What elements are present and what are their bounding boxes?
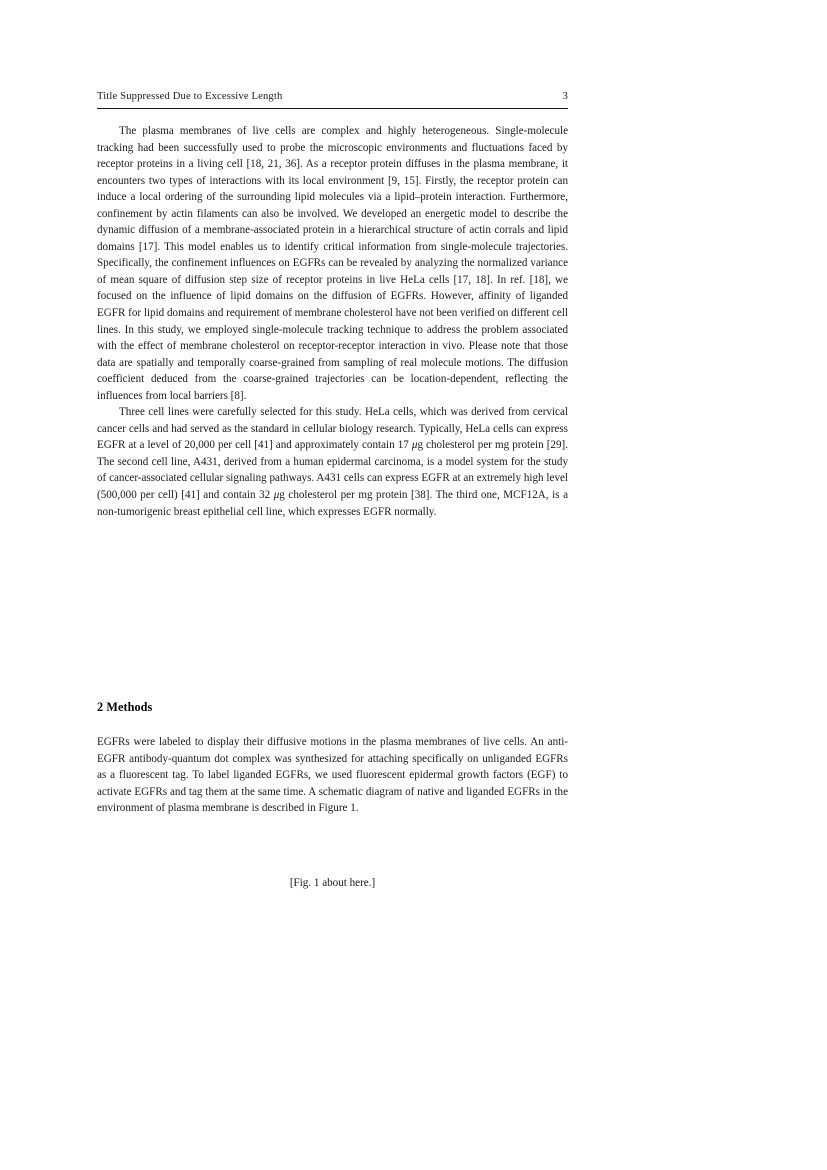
figure-placeholder-label: [Fig. 1 about here.] <box>289 877 376 889</box>
paragraph-methods: EGFRs were labeled to display their diffusive motions in the plasma membranes of live cells. An anti-EGFR antibody-quantum dot complex was synthesized for attaching specifically on unliganded EGFRs as a fluorescent tag. To label liganded EGFRs, we used fluorescent epidermal growth factors (EGF) to activate EGFRs and tag them at the same time. A schematic diagram of native and liganded EGFRs in the environment of plasma membrane is described in Figure 1. <box>97 736 568 815</box>
running-head-title: Title Suppressed Due to Excessive Length <box>97 91 283 102</box>
section-heading-methods: 2 Methods <box>97 700 153 714</box>
cell-lines-text-part-3: g cholesterol per mg protein [38]. The third one, MCF12A, is a non-tumorigenic breast epithelial cell line, which expresses EGFR normally. <box>97 489 568 518</box>
paragraph-cell-lines <box>97 404 568 520</box>
methods-body-block <box>97 734 568 817</box>
body-text-block <box>97 123 568 520</box>
cell-lines-text-part-2: g cholesterol per mg protein [29]. The second cell line, A431, derived from a human epidermal carcinoma, is a model system for the study of cancer-associated cellular signaling pathways. A431 cells can express EGFR at an extremely high level (500,000 per cell) [41] and contain 32 <box>97 439 568 502</box>
page-number: 3 <box>562 91 568 102</box>
micro-symbol-first: μ <box>411 439 418 452</box>
micro-symbol-second: μ <box>273 489 280 502</box>
running-head <box>97 91 568 102</box>
cell-lines-text-part-1: Three cell lines were carefully selected for this study. HeLa cells, which was derived from cervical cancer cells and had served as the standard in cellular biology research. Typically, HeLa cells can express EGFR at a level of 20,000 per cell [41] and approximately contain 17 <box>97 406 568 452</box>
figure-placeholder <box>97 875 568 892</box>
header-rule-divider <box>97 108 568 109</box>
paragraph-introduction: The plasma membranes of live cells are complex and highly heterogeneous. Single-molecule tracking had been successfully used to probe the microscopic environments and fluctuations faced by receptor proteins in a living cell [18, 21, 36]. As a receptor protein diffuses in the plasma membrane, it encounters two types of interactions with its local environment [9, 15]. Firstly, the receptor protein can induce a local ordering of the surrounding lipid molecules via a lipid–protein interaction. Furthermore, confinement by actin filaments can also be involved. We developed an energetic model to describe the dynamic diffusion of a membrane-associated protein in a hierarchical structure of actin corrals and lipid domains [17]. This model enables us to identify critical information from single-molecule trajectories. Specifically, the confinement influences on EGFRs can be revealed by analyzing the normalized variance of mean square of diffusion step size of receptor proteins in live HeLa cells [17, 18]. In ref. [18], we focused on the influence of lipid domains on the diffusion of EGFRs. However, affinity of liganded EGFR for lipid domains and requirement of membrane cholesterol have not been verified on different cell lines. In this study, we employed single-molecule tracking technique to address the problem associated with the effect of membrane cholesterol on receptor-receptor interaction in vivo. Please note that those data are spatially and temporally coarse-grained from sampling of real molecule motions. The diffusion coefficient deduced from the coarse-grained trajectories can be location-dependent, reflecting the influences from local barriers [8]. <box>97 125 568 402</box>
methods-heading-block <box>97 699 568 715</box>
